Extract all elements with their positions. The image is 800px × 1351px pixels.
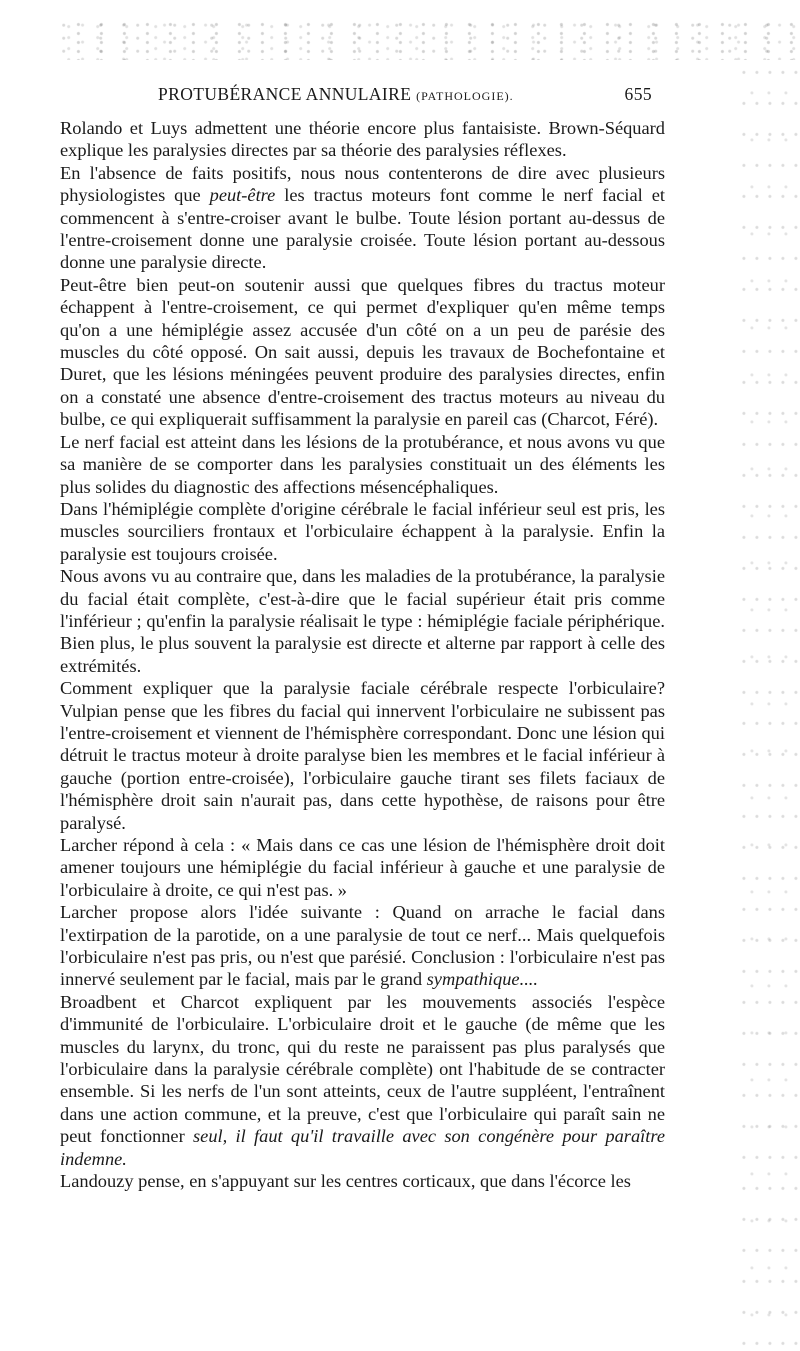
running-head: [158, 84, 514, 105]
paragraph-4: [60, 431, 665, 498]
paragraph-2: [60, 162, 665, 274]
paragraph-text: Dans l'hémiplégie complète d'origine cérébrale le facial inférieur seul est pris, les muscles sourciliers frontaux et l'orbiculaire échappent à la paralysie. Enfin la paralysie est toujours croisée.: [60, 498, 665, 564]
paragraph-9: [60, 901, 665, 991]
running-head-section: (PATHOLOGIE).: [416, 89, 514, 103]
paragraph-text: Peut-être bien peut-on soutenir aussi que quelques fibres du tractus moteur échappent à l'entre-croisement, ce qui permet d'expliquer qu'en même temps qu'on a une hémiplégie assez accusée d'un côté on a un peu de parésie des muscles du côté opposé. On sait aussi, depuis les travaux de Bochefontaine et Duret, que les lésions méningées peuvent produire des paralysies directes, enfin on a constaté une absence d'entre-croisement des tractus moteurs au niveau du bulbe, ce qui expliquerait suffisamment la paralysie en pareil cas (Charcot, Féré).: [60, 274, 665, 430]
paragraph-text: Rolando et Luys admettent une théorie encore plus fantaisiste. Brown-Séquard explique les paralysies directes par sa théorie des paralysies réflexes.: [60, 118, 665, 161]
paragraph-10: [60, 991, 665, 1170]
paragraph-6: [60, 565, 665, 677]
italic-text: peut-être: [209, 185, 276, 206]
paragraph-text: Comment expliquer que la paralysie faciale cérébrale respecte l'orbiculaire? Vulpian pense que les fibres du facial qui innervent l'orbiculaire ne subissent pas l'entre-croisement et viennent de l'hémisphère correspondant. Donc une lésion qui détruit le tractus moteur à droite paralyse bien les membres et le facial inférieur à gauche (portion entre-croisée), l'orbiculaire gauche tirant ses filets faciaux de l'hémisphère droit sain n'aurait pas, dans cette hypothèse, de raisons pour être paralysé.: [60, 678, 665, 833]
paragraph-7: [60, 677, 665, 834]
paragraph-1: [60, 117, 665, 162]
paragraph-3: [60, 274, 665, 431]
paragraph-text: les tractus moteurs font comme le nerf facial et commencent à s'entre-croiser avant le bulbe. Toute lésion portant au-dessus de l'entre-croisement donne une paralysie croisée. Toute lésion portant au-dessous donne une paralysie directe.: [60, 185, 665, 273]
paragraph-text: Larcher répond à cela : « Mais dans ce cas une lésion de l'hémisphère droit doit amener toujours une hémiplégie du facial inférieur à gauche et une paralysie de l'orbiculaire à droite, ce qui n'est pas. »: [60, 835, 665, 900]
scan-noise-top: [60, 20, 800, 60]
paragraph-text: Broadbent et Charcot expliquent par les mouvements associés l'espèce d'immunité de l'orbiculaire. L'orbiculaire droit et le gauche (de même que les muscles du larynx, du tronc, qui du reste ne paraissent pas plus paralysés que l'orbiculaire dans la paralysie cérébrale complète) ont l'habitude de se contracter ensemble. Si les nerfs de l'un sont atteints, ceux de l'autre suppléent, l'entraînent dans une action commune, et la preuve, c'est que l'orbiculaire qui paraît sain ne peut fonctionner: [60, 991, 665, 1147]
paragraph-text: Landouzy pense, en s'appuyant sur les centres corticaux, que dans l'écorce les: [60, 1171, 631, 1192]
scan-noise-right-margin: [740, 60, 800, 1351]
body-text: [60, 117, 665, 1193]
page-number: 655: [624, 84, 652, 104]
paragraph-11: [60, 1170, 665, 1192]
page-header: [60, 84, 652, 114]
running-head-title: PROTUBÉRANCE ANNULAIRE: [158, 84, 412, 104]
paragraph-text: Nous avons vu au contraire que, dans les maladies de la protubérance, la paralysie du facial était complète, c'est-à-dire que le facial supérieur était pris comme l'inférieur ; qu'enfin la paralysie réalisait le type : hémiplégie faciale périphérique. Bien plus, le plus souvent la paralysie est directe et alterne par rapport à celle des extrémités.: [60, 566, 665, 676]
paragraph-text: Larcher propose alors l'idée suivante : Quand on arrache le facial dans l'extirpation de la parotide, on a une paralysie de tout ce nerf... Mais quelquefois l'orbiculaire n'est pas pris, ou n'est que parésié. Conclusion : l'orbiculaire n'est pas innervé seulement par le facial, mais par le grand: [60, 902, 665, 990]
paragraph-5: [60, 498, 665, 565]
italic-text: sympathique....: [426, 969, 538, 990]
paragraph-8: [60, 834, 665, 901]
paragraph-text: Le nerf facial est atteint dans les lésions de la protubérance, et nous avons vu que sa manière de se comporter dans les paralysies constituait un des éléments les plus solides du diagnostic des affections mésencéphaliques.: [60, 431, 665, 497]
italic-text: seul, il faut qu'il travaille avec son congénère pour paraître indemne.: [60, 1126, 665, 1169]
paragraph-text: En l'absence de faits positifs, nous nous contenterons de dire avec plusieurs physiologistes que: [60, 162, 665, 206]
